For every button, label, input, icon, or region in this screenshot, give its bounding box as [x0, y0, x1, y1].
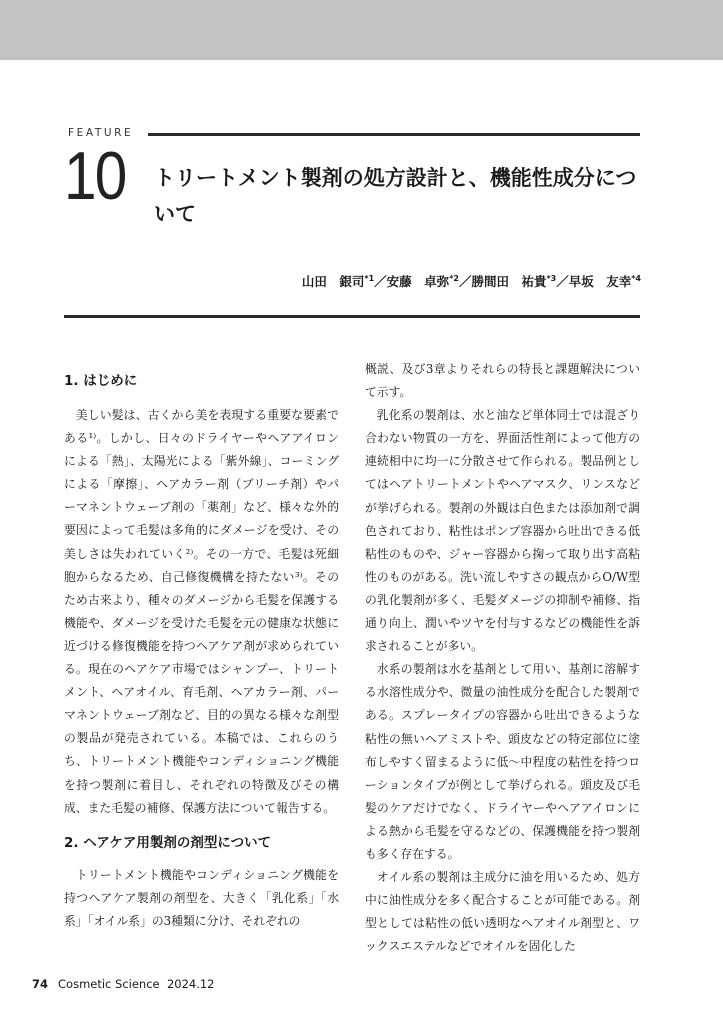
author-mark: *4 [631, 274, 641, 283]
article-title: トリートメント製剤の処方設計と、機能性成分について [154, 166, 637, 226]
body-paragraph: 水系の製剤は水を基剤として用い、基剤に溶解する水溶性成分や、微量の油性成分を配合した製剤である。スプレータイプの容器から吐出できるような粘性の無いヘアミストや、頭皮などの特定部位に塗布しやすく留まるように低〜中程度の粘性を持つローションタイプが例として挙げられる。頭皮及び毛髪のケアだけでなく、ドライヤーやヘアアイロンによる熱から毛髪を守るなどの、保護機能を持つ製剤も多く存在する。 [365, 662, 640, 861]
left-column [64, 368, 339, 933]
right-column [365, 358, 640, 958]
author-name: 勝間田 祐貴 [471, 274, 547, 289]
header-band [0, 0, 723, 60]
author-name: 早坂 友幸 [568, 274, 632, 289]
author-name: 安藤 卓弥 [386, 274, 450, 289]
author-separator: ／ [374, 274, 387, 289]
body-paragraph: 乳化系の製剤は、水と油など単体同士では混ざり合わない物質の一方を、界面活性剤によって他方の連続相中に均一に分散させて作られる。製品例としてはヘアトリートメントやヘアマスク、リンスなどが挙げられる。製剤の外観は白色または添加剤で調色されており、粘性はポンプ容器から吐出できる低粘性のものや、ジャー容器から掬って取り出す高粘性のものがある。洗い流しやすさの観点からO/W型の乳化製剤が多く、毛髪ダメージの抑制や補修、指通り向上、潤いやツヤを付与するなどの機能性を訴求されることが多い。 [365, 408, 640, 654]
feature-label: FEATURE [68, 127, 134, 139]
body-paragraph: トリートメント機能やコンディショニング機能を持つヘアケア製剤の剤型を、大きく「乳化系」「水系」「オイル系」の3種類に分け、それぞれの [64, 867, 339, 928]
body-paragraph: オイル系の製剤は主成分に油を用いるため、処方中に油性成分を多く配合することが可能である。剤型としては粘性の低い透明なヘアオイル剤型と、ワックスエステルなどでオイルを固化した [365, 870, 640, 954]
top-rule [148, 133, 640, 136]
author-separator: ／ [556, 274, 569, 289]
header-bottom-rule [64, 315, 640, 318]
section-heading: 2. ヘアケア用製剤の剤型について [64, 834, 272, 851]
author-mark: *3 [546, 274, 557, 283]
author-list [302, 272, 641, 290]
author-mark: *1 [364, 274, 375, 283]
author-name: 山田 銀司 [301, 274, 365, 289]
body-paragraph: 美しい髪は、古くから美を表現する重要な要素である¹⁾。しかし、日々のドライヤーやヘアアイロンによる「熱」、太陽光による「紫外線」、コーミングによる「摩擦」、ヘアカラー剤（ブリーチ剤）やパーマネントウェーブ剤の「薬剤」など、様々な外的要因によって毛髪は多角的にダメージを受け、その美しさは失われていく²⁾。その一方で、毛髪は死細胞からなるため、自己修復機構を持たない³⁾。そのため古来より、種々のダメージから毛髪を保護する機能や、ダメージを受けた毛髪を元の健康な状態に近づける修復機能を持つヘアケア剤が求められている。現在のヘアケア市場ではシャンプー、トリートメント、ヘアオイル、育毛剤、ヘアカラー剤、パーマネントウェーブ剤など、目的の異なる様々な剤型の製品が発売されている。本稿では、これらのうち、トリートメント機能やコンディショニング機能を持つ製剤に着目し、それぞれの特徴及びその構成、また毛髪の補修、保護方法について報告する。 [64, 408, 339, 815]
body-paragraph: 概説、及び3章よりそれらの特長と課題解決について示す。 [365, 362, 640, 400]
author-mark: *2 [449, 274, 459, 283]
feature-number: 10 [64, 138, 126, 214]
page-footer [32, 977, 215, 991]
page-number: 74 [32, 977, 49, 991]
author-separator: ／ [458, 274, 472, 289]
journal-name: Cosmetic Science [58, 977, 160, 991]
issue-date: 2024.12 [166, 977, 215, 991]
section-heading: 1. はじめに [64, 373, 138, 389]
